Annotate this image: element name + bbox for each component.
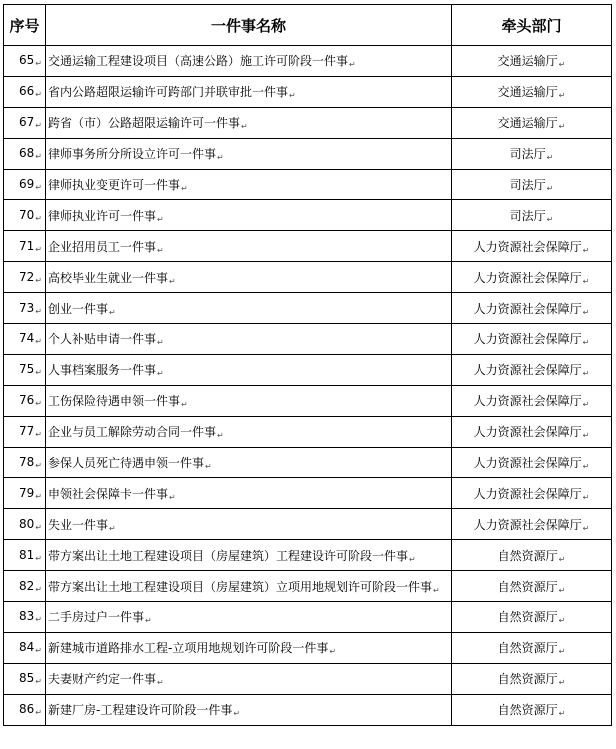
table-row <box>4 694 612 725</box>
row-name-text: 高校毕业生就业一件事 <box>48 270 169 285</box>
table-row <box>4 478 612 509</box>
row-name-text: 个人补贴申请一件事 <box>48 332 157 347</box>
row-name <box>46 324 452 355</box>
row-seq <box>4 602 46 633</box>
row-name-text: 二手房过户一件事 <box>48 610 145 625</box>
table-row <box>4 540 612 571</box>
paragraph-mark-icon: ↵ <box>35 306 42 316</box>
paragraph-mark-icon: ↵ <box>233 709 241 719</box>
paragraph-mark-icon: ↵ <box>157 369 164 379</box>
paragraph-mark-icon: ↵ <box>35 491 42 501</box>
row-name-text: 工伤保险待遇申领一件事 <box>48 394 181 409</box>
row-name-text: 失业一件事 <box>48 517 109 532</box>
row-dept-text: 司法厅 <box>509 147 546 162</box>
table-row <box>4 262 612 293</box>
paragraph-mark-icon: ↵ <box>35 615 42 625</box>
matters-table <box>3 4 612 726</box>
paragraph-mark-icon: ↵ <box>35 90 42 100</box>
row-seq-text: 67 <box>19 115 35 130</box>
paragraph-mark-icon: ↵ <box>582 369 590 379</box>
row-dept-text: 人力资源社会保障厅 <box>473 301 582 316</box>
row-name-text: 省内公路超限运输许可跨部门并联审批一件事 <box>48 85 289 100</box>
paragraph-mark-icon: ↵ <box>35 430 42 440</box>
table-row <box>4 447 612 478</box>
row-name <box>46 46 452 77</box>
row-name-text: 申领社会保障卡一件事 <box>48 486 169 501</box>
row-name-text: 律师执业变更许可一件事 <box>48 178 181 192</box>
row-name-text: 企业招用员工一件事 <box>48 239 157 254</box>
paragraph-mark-icon: ↵ <box>181 400 188 410</box>
row-seq-text: 71 <box>19 238 35 253</box>
header-seq: 序号 <box>4 5 46 46</box>
row-seq-text: 74 <box>19 331 35 346</box>
paragraph-mark-icon: ↵ <box>558 122 566 132</box>
row-dept <box>452 632 612 663</box>
row-dept <box>452 138 612 169</box>
paragraph-mark-icon: ↵ <box>582 523 590 533</box>
table-row <box>4 602 612 633</box>
row-dept <box>452 231 612 262</box>
row-seq-text: 79 <box>19 485 35 500</box>
row-dept-text: 人力资源社会保障厅 <box>473 270 582 285</box>
row-name <box>46 107 452 138</box>
row-dept-text: 交通运输厅 <box>497 116 558 131</box>
table-row <box>4 385 612 416</box>
row-dept-text: 司法厅 <box>509 208 546 223</box>
row-seq <box>4 663 46 694</box>
row-name <box>46 354 452 385</box>
paragraph-mark-icon: ↵ <box>546 153 554 163</box>
paragraph-mark-icon: ↵ <box>558 709 566 719</box>
table-row <box>4 293 612 324</box>
table-row <box>4 571 612 602</box>
paragraph-mark-icon: ↵ <box>169 276 176 286</box>
paragraph-mark-icon: ↵ <box>35 553 42 563</box>
paragraph-mark-icon: ↵ <box>558 616 566 626</box>
row-name <box>46 571 452 602</box>
paragraph-mark-icon: ↵ <box>349 60 356 70</box>
row-dept-text: 人力资源社会保障厅 <box>473 486 582 501</box>
row-seq-text: 73 <box>19 300 35 315</box>
row-name <box>46 200 452 231</box>
table-body <box>4 46 612 726</box>
row-seq <box>4 262 46 293</box>
paragraph-mark-icon: ↵ <box>558 647 566 657</box>
paragraph-mark-icon: ↵ <box>35 461 42 471</box>
paragraph-mark-icon: ↵ <box>217 431 224 441</box>
paragraph-mark-icon: ↵ <box>582 338 590 348</box>
table-row <box>4 509 612 540</box>
table-row <box>4 76 612 107</box>
row-dept <box>452 447 612 478</box>
row-dept <box>452 169 612 200</box>
paragraph-mark-icon: ↵ <box>329 647 337 657</box>
row-seq <box>4 46 46 77</box>
row-name <box>46 138 452 169</box>
row-name-text: 新建城市道路排水工程-立项用地规划许可阶段一件事 <box>48 641 329 656</box>
paragraph-mark-icon: ↵ <box>35 275 42 285</box>
paragraph-mark-icon: ↵ <box>157 338 164 348</box>
table-row <box>4 416 612 447</box>
row-dept <box>452 76 612 107</box>
row-name <box>46 231 452 262</box>
row-dept <box>452 354 612 385</box>
row-name <box>46 509 452 540</box>
table-row <box>4 231 612 262</box>
row-name <box>46 478 452 509</box>
paragraph-mark-icon: ↵ <box>35 337 42 347</box>
paragraph-mark-icon: ↵ <box>558 678 566 688</box>
row-name <box>46 540 452 571</box>
row-dept-text: 自然资源厅 <box>497 579 558 594</box>
row-dept-text: 人力资源社会保障厅 <box>473 363 582 378</box>
paragraph-mark-icon: ↵ <box>35 59 42 69</box>
row-seq <box>4 447 46 478</box>
row-seq <box>4 694 46 725</box>
paragraph-mark-icon: ↵ <box>433 585 440 595</box>
row-dept-text: 自然资源厅 <box>497 548 558 563</box>
header-dept: 牵头部门 <box>452 5 612 46</box>
row-dept <box>452 416 612 447</box>
table-row <box>4 107 612 138</box>
paragraph-mark-icon: ↵ <box>558 60 566 70</box>
table-row <box>4 632 612 663</box>
table-row <box>4 138 612 169</box>
paragraph-mark-icon: ↵ <box>35 708 42 718</box>
row-dept-text: 自然资源厅 <box>497 672 558 687</box>
row-seq-text: 65 <box>19 53 35 68</box>
table-row <box>4 324 612 355</box>
table-row <box>4 200 612 231</box>
paragraph-mark-icon: ↵ <box>241 122 248 132</box>
paragraph-mark-icon: ↵ <box>109 523 116 533</box>
row-seq <box>4 293 46 324</box>
row-name-text: 创业一件事 <box>48 301 109 316</box>
row-seq <box>4 540 46 571</box>
row-seq-text: 78 <box>19 455 35 470</box>
row-dept-text: 自然资源厅 <box>497 641 558 656</box>
row-dept <box>452 540 612 571</box>
row-seq-text: 68 <box>19 146 35 161</box>
paragraph-mark-icon: ↵ <box>35 183 42 192</box>
row-seq <box>4 632 46 663</box>
row-name-text: 企业与员工解除劳动合同一件事 <box>48 425 217 440</box>
paragraph-mark-icon: ↵ <box>35 152 42 162</box>
row-dept <box>452 262 612 293</box>
row-name-text: 带方案出让土地工程建设项目（房屋建筑）立项用地规划许可阶段一件事 <box>48 579 433 594</box>
table-row <box>4 663 612 694</box>
row-name-text: 交通运输工程建设项目（高速公路）施工许可阶段一件事 <box>48 54 349 69</box>
paragraph-mark-icon: ↵ <box>217 153 224 163</box>
row-name <box>46 663 452 694</box>
paragraph-mark-icon: ↵ <box>35 646 42 656</box>
row-dept <box>452 509 612 540</box>
paragraph-mark-icon: ↵ <box>145 616 152 626</box>
row-seq-text: 76 <box>19 393 35 408</box>
row-dept-text: 司法厅 <box>509 178 546 192</box>
row-seq <box>4 324 46 355</box>
row-seq <box>4 107 46 138</box>
table-row <box>4 354 612 385</box>
paragraph-mark-icon: ↵ <box>558 91 566 101</box>
paragraph-mark-icon: ↵ <box>582 462 590 472</box>
row-name <box>46 385 452 416</box>
row-dept-text: 人力资源社会保障厅 <box>473 239 582 254</box>
row-dept-text: 人力资源社会保障厅 <box>473 517 582 532</box>
paragraph-mark-icon: ↵ <box>558 554 566 564</box>
row-seq <box>4 138 46 169</box>
row-seq-text: 86 <box>19 702 35 717</box>
paragraph-mark-icon: ↵ <box>205 462 212 472</box>
row-dept <box>452 324 612 355</box>
row-name-text: 跨省（市）公路超限运输许可一件事 <box>48 116 241 131</box>
table-header-row <box>4 5 612 46</box>
paragraph-mark-icon: ↵ <box>35 677 42 687</box>
row-dept <box>452 571 612 602</box>
row-seq <box>4 76 46 107</box>
row-seq-text: 83 <box>19 609 35 624</box>
row-name-text: 参保人员死亡待遇申领一件事 <box>48 456 205 471</box>
row-dept-text: 交通运输厅 <box>497 85 558 100</box>
paragraph-mark-icon: ↵ <box>582 307 590 317</box>
row-seq-text: 82 <box>19 578 35 593</box>
paragraph-mark-icon: ↵ <box>35 368 42 378</box>
paragraph-mark-icon: ↵ <box>35 244 42 254</box>
row-name <box>46 447 452 478</box>
paragraph-mark-icon: ↵ <box>157 214 164 224</box>
paragraph-mark-icon: ↵ <box>157 678 164 688</box>
row-dept <box>452 293 612 324</box>
row-dept-text: 人力资源社会保障厅 <box>473 394 582 409</box>
paragraph-mark-icon: ↵ <box>582 245 590 255</box>
paragraph-mark-icon: ↵ <box>582 276 590 286</box>
paragraph-mark-icon: ↵ <box>582 400 590 410</box>
row-name <box>46 76 452 107</box>
row-seq-text: 85 <box>19 671 35 686</box>
row-name-text: 夫妻财产约定一件事 <box>48 672 157 687</box>
paragraph-mark-icon: ↵ <box>109 307 116 317</box>
paragraph-mark-icon: ↵ <box>181 184 188 193</box>
paragraph-mark-icon: ↵ <box>409 554 416 564</box>
row-dept-text: 交通运输厅 <box>497 54 558 69</box>
paragraph-mark-icon: ↵ <box>546 184 554 193</box>
row-seq-text: 84 <box>19 640 35 655</box>
paragraph-mark-icon: ↵ <box>558 585 566 595</box>
header-name: 一件事名称 <box>46 5 452 46</box>
row-dept-text: 自然资源厅 <box>497 610 558 625</box>
row-name <box>46 694 452 725</box>
row-seq <box>4 571 46 602</box>
paragraph-mark-icon: ↵ <box>289 91 296 101</box>
row-seq <box>4 509 46 540</box>
row-seq-text: 70 <box>19 207 35 222</box>
row-dept <box>452 694 612 725</box>
row-seq-text: 75 <box>19 362 35 377</box>
row-name-text: 律师事务所分所设立许可一件事 <box>48 147 217 162</box>
row-seq <box>4 354 46 385</box>
paragraph-mark-icon: ↵ <box>35 121 42 131</box>
row-name <box>46 632 452 663</box>
row-name-text: 带方案出让土地工程建设项目（房屋建筑）工程建设许可阶段一件事 <box>48 548 409 563</box>
row-name-text: 人事档案服务一件事 <box>48 363 157 378</box>
paragraph-mark-icon: ↵ <box>35 522 42 532</box>
row-dept-text: 人力资源社会保障厅 <box>473 425 582 440</box>
row-seq <box>4 231 46 262</box>
row-seq-text: 66 <box>19 84 35 99</box>
paragraph-mark-icon: ↵ <box>157 245 164 255</box>
row-seq-text: 69 <box>19 177 35 191</box>
row-dept <box>452 200 612 231</box>
row-name <box>46 262 452 293</box>
paragraph-mark-icon: ↵ <box>169 492 176 502</box>
row-name <box>46 602 452 633</box>
row-seq-text: 80 <box>19 516 35 531</box>
row-seq <box>4 416 46 447</box>
row-dept-text: 自然资源厅 <box>497 703 558 718</box>
row-seq <box>4 169 46 200</box>
paragraph-mark-icon: ↵ <box>546 214 554 224</box>
row-dept <box>452 602 612 633</box>
paragraph-mark-icon: ↵ <box>582 492 590 502</box>
row-seq <box>4 385 46 416</box>
row-dept-text: 人力资源社会保障厅 <box>473 456 582 471</box>
row-seq-text: 81 <box>19 547 35 562</box>
document-table-container <box>3 4 611 726</box>
row-name <box>46 416 452 447</box>
table-row <box>4 46 612 77</box>
row-seq-text: 77 <box>19 424 35 439</box>
row-dept <box>452 107 612 138</box>
row-seq <box>4 200 46 231</box>
row-name <box>46 293 452 324</box>
row-dept <box>452 385 612 416</box>
row-dept <box>452 663 612 694</box>
row-name <box>46 169 452 200</box>
row-name-text: 新建厂房-工程建设许可阶段一件事 <box>48 703 233 718</box>
row-dept <box>452 478 612 509</box>
paragraph-mark-icon: ↵ <box>35 399 42 409</box>
row-seq <box>4 478 46 509</box>
paragraph-mark-icon: ↵ <box>35 213 42 223</box>
row-dept <box>452 46 612 77</box>
paragraph-mark-icon: ↵ <box>35 584 42 594</box>
row-seq-text: 72 <box>19 269 35 284</box>
table-row <box>4 169 612 200</box>
row-dept-text: 人力资源社会保障厅 <box>473 332 582 347</box>
paragraph-mark-icon: ↵ <box>582 431 590 441</box>
row-name-text: 律师执业许可一件事 <box>48 208 157 223</box>
